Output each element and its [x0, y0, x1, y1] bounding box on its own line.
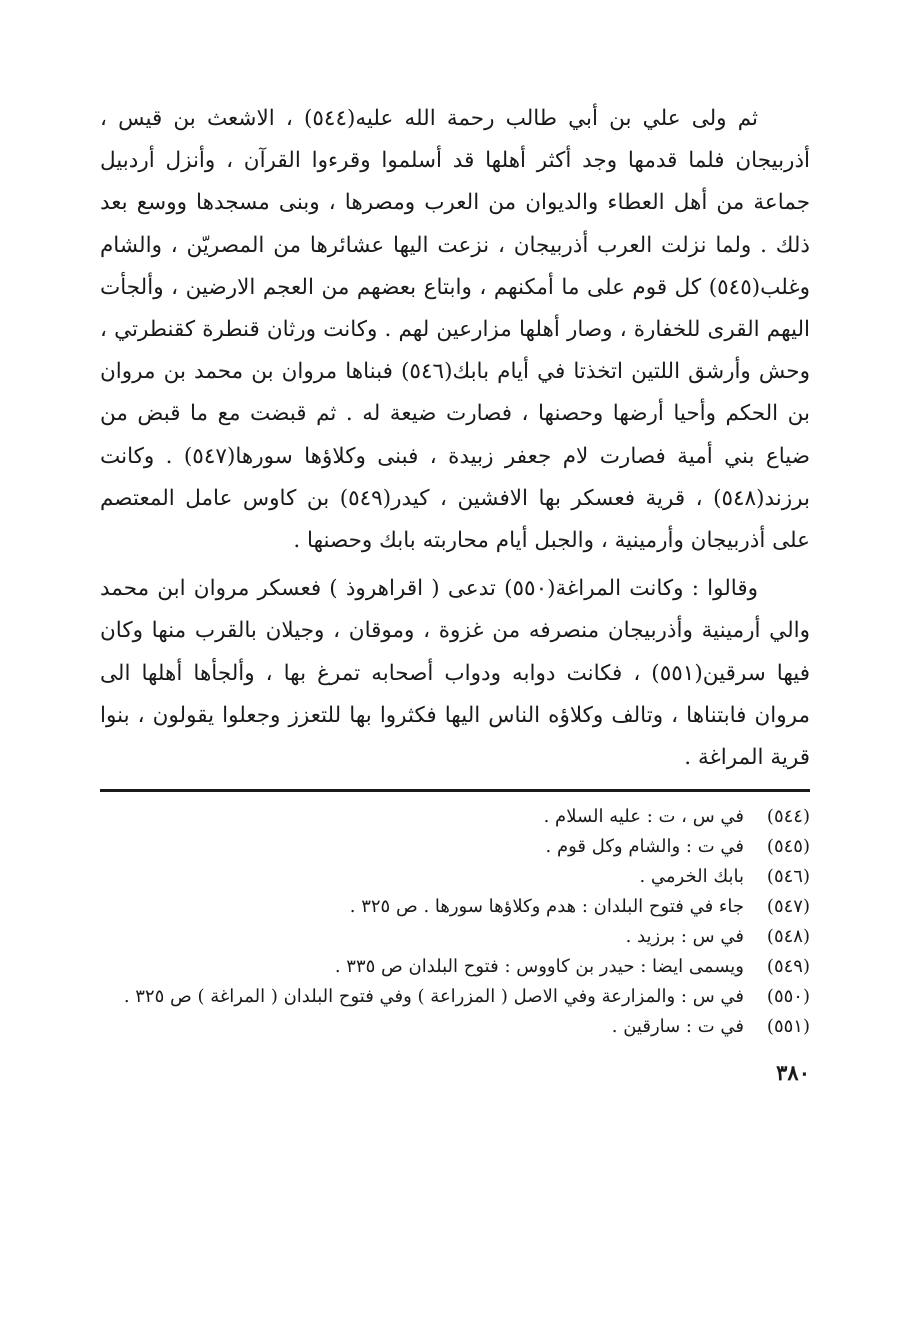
footnote-text: بابك الخرمي . — [639, 866, 744, 888]
footnote — [100, 832, 810, 862]
paragraph: ثم ولى علي بن أبي طالب رحمة الله عليه(٥٤٤) ، الاشعث بن قيس ، أذربيجان فلما قدمها وجد أكثر أهلها قد أسلموا وقرءوا القرآن ، وأنزل أردبيل جماعة من أهل العطاء والديوان من العرب ومصرها ، وبنى مسجدها ووسع بعد ذلك . ولما نزلت العرب أذربيجان ، نزعت اليها عشائرها من المصريّن ، والشام وغلب(٥٤٥) كل قوم على ما أمكنهم ، وابتاع بعضهم من العجم الارضين ، وألجأت اليهم القرى للخفارة ، وصار أهلها مزارعين لهم . وكانت ورثان قنطرة كقنطرتي ، وحش وأرشق اللتين اتخذتا في أيام بابك(٥٤٦) فبناها مروان بن محمد بن مروان بن الحكم وأحيا أرضها وحصنها ، فصارت ضيعة له . ثم قبضت مع ما قبض من ضياع بني أمية فصارت لام جعفر زبيدة ، فبنى وكلاؤها سورها(٥٤٧) . وكانت برزند(٥٤٨) ، قرية فعسكر بها الافشين ، كيدر(٥٤٩) بن كاوس عامل المعتصم على أذربيجان وأرمينية ، والجبل أيام محاربته بابك وحصنها . — [100, 106, 810, 554]
paragraph: وقالوا : وكانت المراغة(٥٥٠) تدعى ( اقراهروذ ) فعسكر مروان ابن محمد والي أرمينية وأذربيجان منصرفه من غزوة ، وموقان ، وجيلان بالقرب منها وكان فيها سرقين(٥٥١) ، فكانت دوابه ودواب أصحابه تمرغ بها ، وألجأها أهلها الى مروان فابتناها ، وتالف وكلاؤه الناس اليها فكثروا بها للتعزز وجعلوا يقولون ، بنوا قرية المراغة . — [100, 576, 810, 771]
footnote-number: (٥٥١) — [766, 1016, 810, 1038]
footnote-text: جاء في فتوح البلدان : هدم وكلاؤها سورها . ص ٣٢٥ . — [349, 896, 744, 918]
footnote-text: في س : برزيد . — [625, 926, 744, 948]
footnote — [100, 1012, 810, 1042]
book-page — [100, 98, 810, 1085]
footnote-text: في ت : سارقين . — [611, 1016, 744, 1038]
footnote — [100, 982, 810, 1012]
footnote-number: (٥٤٧) — [766, 896, 810, 918]
footnote-text: في س : والمزارعة وفي الاصل ( المزراعة ) وفي فتوح البلدان ( المراغة ) ص ٣٢٥ . — [123, 986, 744, 1008]
footnote — [100, 802, 810, 832]
footnote — [100, 862, 810, 892]
footnote-number: (٥٤٤) — [766, 806, 810, 828]
footnote-text: في س ، ت : عليه السلام . — [543, 806, 744, 828]
footnote-number: (٥٤٥) — [766, 836, 810, 858]
footnote-text: في ت : والشام وكل قوم . — [545, 836, 744, 858]
footnote — [100, 892, 810, 922]
page-number: ٣٨٠ — [776, 1060, 810, 1086]
footnote-number: (٥٤٦) — [766, 866, 810, 888]
main-text — [100, 98, 810, 779]
footnote-number: (٥٤٩) — [766, 956, 810, 978]
footnote-number: (٥٥٠) — [766, 986, 810, 1008]
footnotes — [100, 802, 810, 1042]
footnote — [100, 952, 810, 982]
footnote-text: ويسمى ايضا : حيدر بن كاووس : فتوح البلدان ص ٣٣٥ . — [334, 956, 744, 978]
footnote-number: (٥٤٨) — [766, 926, 810, 948]
footnote — [100, 922, 810, 952]
footnote-divider — [100, 789, 810, 792]
